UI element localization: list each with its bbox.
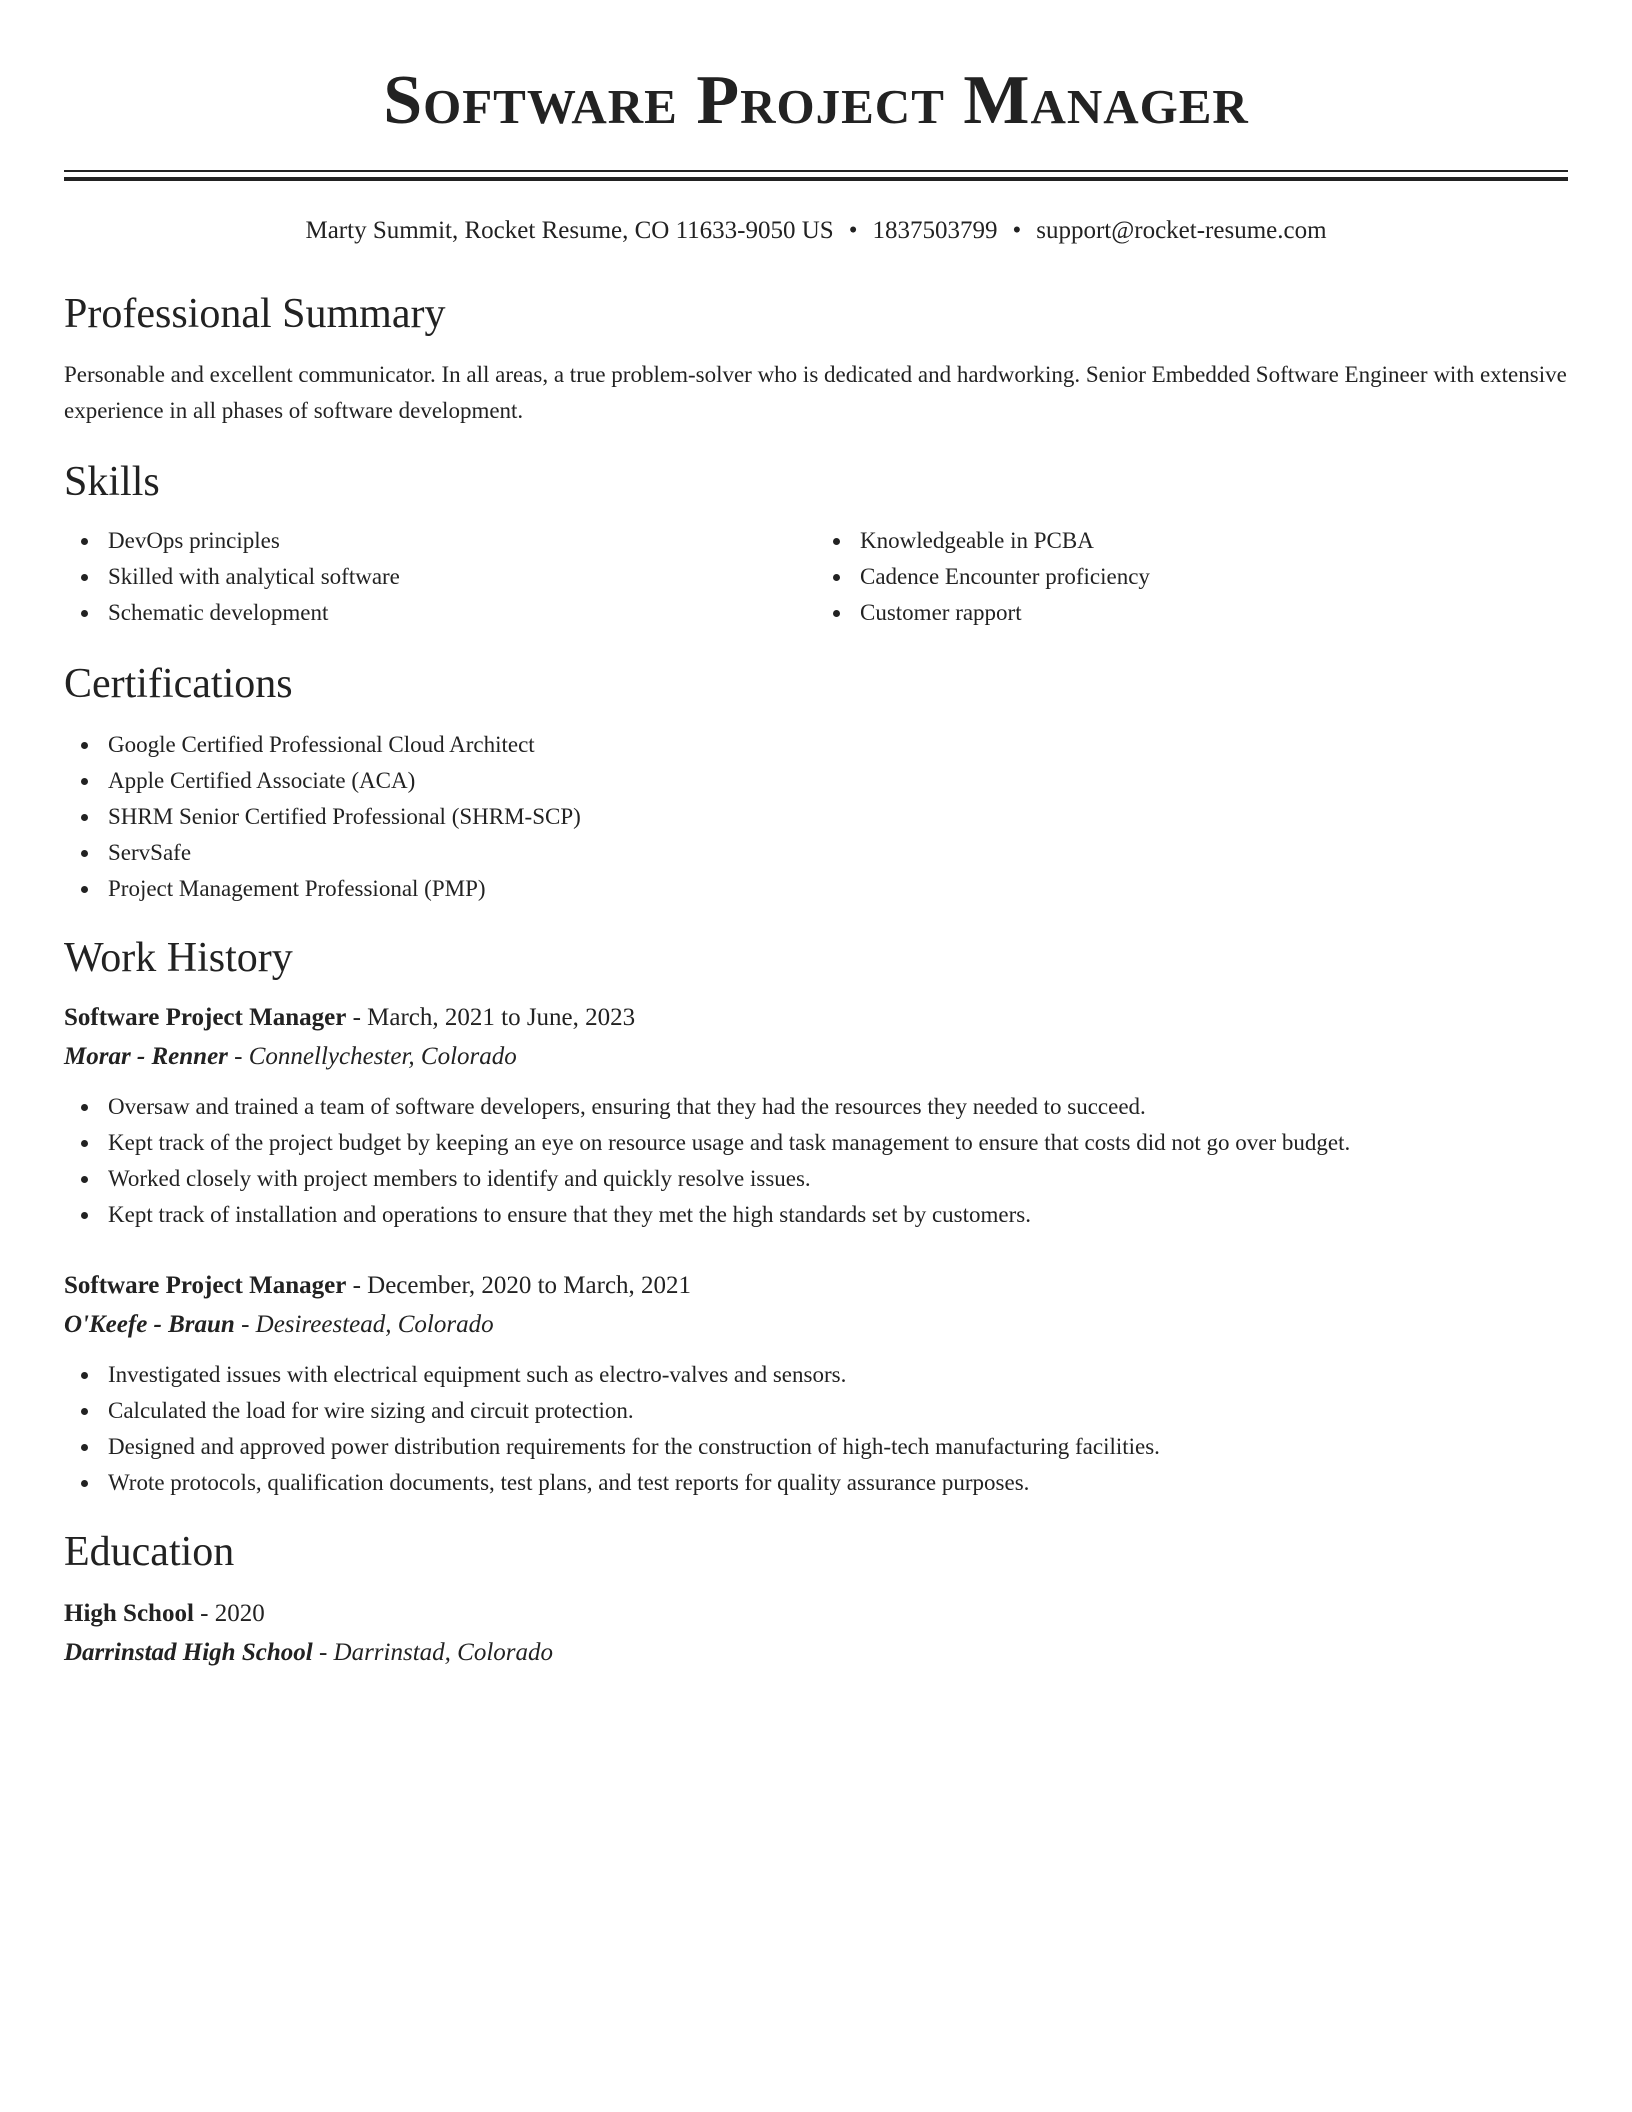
job-duties-list [64, 1357, 1568, 1501]
skills-heading: Skills [64, 459, 160, 505]
job-dates: December, 2020 to March, 2021 [367, 1272, 692, 1299]
job-duty-item: Kept track of installation and operations to ensure that they met the high standards set by customers. [64, 1197, 1568, 1233]
certifications-heading: Certifications [64, 661, 293, 707]
job-duty-item: Investigated issues with electrical equipment such as electro-valves and sensors. [64, 1357, 1568, 1393]
job-duty-item: Oversaw and trained a team of software developers, ensuring that they had the resources they needed to succeed. [64, 1089, 1568, 1125]
certification-item: Google Certified Professional Cloud Architect [64, 727, 1568, 763]
contact-address: Marty Summit, Rocket Resume, CO 11633-9050 US [305, 217, 834, 244]
skill-item: Schematic development [64, 595, 816, 631]
skill-item: DevOps principles [64, 523, 816, 559]
skill-item: Cadence Encounter proficiency [816, 559, 1568, 595]
certification-item: ServSafe [64, 835, 1568, 871]
education-school-line [64, 1633, 1568, 1673]
contact-line [64, 215, 1568, 247]
job-dates: March, 2021 to June, 2023 [367, 1004, 636, 1031]
skills-column-right [816, 523, 1568, 631]
job-duty-item: Calculated the load for wire sizing and circuit protection. [64, 1393, 1568, 1429]
education-heading: Education [64, 1529, 235, 1575]
job-duty-item: Kept track of the project budget by keeping an eye on resource usage and task management to ensure that costs did not go over budget. [64, 1125, 1568, 1161]
education-entry [64, 1595, 1568, 1673]
job-company-line [64, 1037, 1568, 1077]
dash-separator: - [352, 1272, 361, 1299]
job-location: Connellychester, Colorado [248, 1043, 517, 1070]
job-company: O'Keefe - Braun [64, 1311, 235, 1338]
job-entry [64, 1267, 1568, 1501]
dash-separator: - [318, 1639, 328, 1666]
summary-text: Personable and excellent communicator. In all areas, a true problem-solver who is dedicated and hardworking. Senior Embedded Software Engineer with extensive experience in all phases of software development. [64, 362, 1567, 423]
job-company-line [64, 1305, 1568, 1345]
bullet-separator: • [848, 217, 858, 244]
work-history-heading: Work History [64, 935, 293, 981]
dash-separator: - [352, 1004, 361, 1031]
certification-item: SHRM Senior Certified Professional (SHRM-SCP) [64, 799, 1568, 835]
education-degree: High School [64, 1600, 194, 1627]
contact-email: support@rocket-resume.com [1036, 217, 1327, 244]
contact-phone: 1837503799 [872, 217, 998, 244]
skill-item: Knowledgeable in PCBA [816, 523, 1568, 559]
skills-column-left [64, 523, 816, 631]
education-school: Darrinstad High School [64, 1639, 313, 1666]
dash-separator: - [241, 1311, 250, 1338]
job-role: Software Project Manager [64, 1272, 347, 1299]
skills-list [64, 523, 1568, 631]
skill-item: Customer rapport [816, 595, 1568, 631]
skill-item: Skilled with analytical software [64, 559, 816, 595]
dash-separator: - [200, 1600, 209, 1627]
job-duty-item: Designed and approved power distribution requirements for the construction of high-tech manufacturing facilities. [64, 1429, 1568, 1465]
job-role-line [64, 999, 1568, 1037]
title-divider [64, 170, 1568, 181]
job-entry [64, 999, 1568, 1233]
job-role-line [64, 1267, 1568, 1305]
job-role: Software Project Manager [64, 1004, 347, 1031]
education-location: Darrinstad, Colorado [333, 1639, 553, 1666]
job-duty-item: Wrote protocols, qualification documents, test plans, and test reports for quality assurance purposes. [64, 1465, 1568, 1501]
education-year: 2020 [214, 1600, 265, 1627]
dash-separator: - [234, 1043, 243, 1070]
education-degree-line [64, 1595, 1568, 1633]
resume-title: Software Project Manager [383, 62, 1249, 139]
job-duty-item: Worked closely with project members to identify and quickly resolve issues. [64, 1161, 1568, 1197]
job-duties-list [64, 1089, 1568, 1233]
certification-item: Apple Certified Associate (ACA) [64, 763, 1568, 799]
certifications-list [64, 727, 1568, 907]
job-company: Morar - Renner [64, 1043, 228, 1070]
certification-item: Project Management Professional (PMP) [64, 871, 1568, 907]
summary-heading: Professional Summary [64, 291, 446, 337]
bullet-separator: • [1012, 217, 1022, 244]
job-location: Desireestead, Colorado [255, 1311, 494, 1338]
